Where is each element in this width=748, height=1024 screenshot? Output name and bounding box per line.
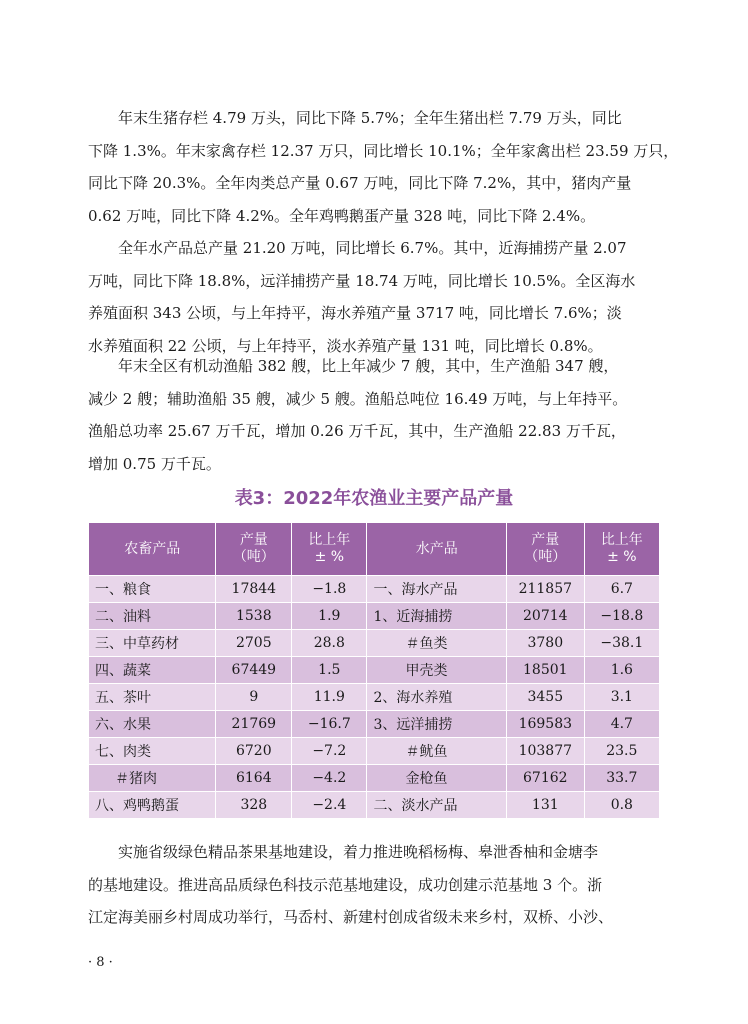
table-row	[89, 765, 660, 792]
cell-change: −16.7	[292, 711, 367, 738]
cell-change: 1.9	[292, 603, 367, 630]
cell-output: 6164	[216, 765, 292, 792]
cell-agri: 七、肉类	[89, 738, 216, 765]
cell-output: 2705	[216, 630, 292, 657]
cell-agri: 二、油料	[89, 603, 216, 630]
table-header-row	[89, 523, 660, 576]
cell-aqua: 金枪鱼	[367, 765, 506, 792]
cell-change2: 0.8	[584, 792, 659, 819]
cell-output: 17844	[216, 576, 292, 603]
cell-agri: ＃猪肉	[89, 765, 216, 792]
paragraph-rural-development	[88, 836, 660, 934]
cell-agri: 五、茶叶	[89, 684, 216, 711]
cell-output2: 131	[506, 792, 584, 819]
text-line: 的基地建设。推进高品质绿色科技示范基地建设，成功创建示范基地 3 个。浙	[88, 875, 603, 894]
cell-agri: 一、粮食	[89, 576, 216, 603]
cell-aqua: 甲壳类	[367, 657, 506, 684]
table-row	[89, 657, 660, 684]
cell-change2: 3.1	[584, 684, 659, 711]
header-change2: 比上年 ± %	[584, 523, 659, 576]
header-aqua: 水产品	[367, 523, 506, 576]
cell-change2: 23.5	[584, 738, 659, 765]
header-output: 产量 （吨）	[216, 523, 292, 576]
text-line: 实施省级绿色精品茶果基地建设，着力推进晚稻杨梅、皋泄香柚和金塘李	[88, 843, 599, 861]
cell-change2: 6.7	[584, 576, 659, 603]
cell-change2: 1.6	[584, 657, 659, 684]
cell-output2: 3455	[506, 684, 584, 711]
cell-output: 9	[216, 684, 292, 711]
table-row	[89, 792, 660, 819]
text-line: 江定海美丽乡村周成功举行，马岙村、新建村创成省级未来乡村，双桥、小沙、	[88, 908, 614, 926]
text-line: 渔船总功率 25.67 万千瓦，增加 0.26 万千瓦，其中，生产渔船 22.83 万千瓦，	[88, 422, 626, 440]
cell-output2: 18501	[506, 657, 584, 684]
table-row	[89, 603, 660, 630]
text-line: 0.62 万吨，同比下降 4.2%。全年鸡鸭鹅蛋产量 328 吨，同比下降 2.4%。	[88, 206, 596, 225]
cell-aqua: ＃鱼类	[367, 630, 506, 657]
cell-change2: −18.8	[584, 603, 659, 630]
cell-change: −4.2	[292, 765, 367, 792]
cell-aqua: 一、海水产品	[367, 576, 506, 603]
page-number: · 8 ·	[88, 955, 113, 970]
text-line: 万吨，同比下降 18.8%，远洋捕捞产量 18.74 万吨，同比增长 10.5%。全区海水	[88, 271, 636, 290]
cell-aqua: 二、淡水产品	[367, 792, 506, 819]
text-line: 水养殖面积 22 公顷，与上年持平，淡水养殖产量 131 吨，同比增长 0.8%。	[88, 336, 603, 355]
cell-aqua: 3、远洋捕捞	[367, 711, 506, 738]
cell-output2: 20714	[506, 603, 584, 630]
cell-change2: 33.7	[584, 765, 659, 792]
cell-change2: −38.1	[584, 630, 659, 657]
cell-output2: 3780	[506, 630, 584, 657]
cell-output: 328	[216, 792, 292, 819]
cell-output: 6720	[216, 738, 292, 765]
cell-output2: 67162	[506, 765, 584, 792]
table-row	[89, 684, 660, 711]
table-row	[89, 576, 660, 603]
cell-output: 1538	[216, 603, 292, 630]
table-title: 表3：2022年农渔业主要产品产量	[234, 488, 514, 509]
cell-output2: 169583	[506, 711, 584, 738]
cell-change2: 4.7	[584, 711, 659, 738]
text-line: 年末生猪存栏 4.79 万头，同比下降 5.7%；全年生猪出栏 7.79 万头，同比	[88, 109, 622, 127]
cell-aqua: 2、海水养殖	[367, 684, 506, 711]
cell-change: −1.8	[292, 576, 367, 603]
cell-agri: 六、水果	[89, 711, 216, 738]
header-agri: 农畜产品	[89, 523, 216, 576]
text-line: 同比下降 20.3%。全年肉类总产量 0.67 万吨，同比下降 7.2%，其中，猪肉产量	[88, 174, 632, 192]
cell-agri: 八、鸡鸭鹅蛋	[89, 792, 216, 819]
paragraph-aquatic	[88, 232, 660, 362]
cell-change: 11.9	[292, 684, 367, 711]
products-table	[88, 522, 660, 819]
text-line: 下降 1.3%。年末家禽存栏 12.37 万只，同比增长 10.1%；全年家禽出栏 23.59 万只，	[88, 141, 679, 160]
cell-output: 21769	[216, 711, 292, 738]
cell-change: 1.5	[292, 657, 367, 684]
text-line: 减少 2 艘；辅助渔船 35 艘，减少 5 艘。渔船总吨位 16.49 万吨，与上年持平。	[88, 389, 628, 408]
table-row	[89, 711, 660, 738]
text-line: 年末全区有机动渔船 382 艘，比上年减少 7 艘，其中，生产渔船 347 艘，	[88, 357, 619, 375]
text-line: 增加 0.75 万千瓦。	[88, 454, 221, 473]
cell-agri: 三、中草药材	[89, 630, 216, 657]
paragraph-livestock	[88, 102, 679, 232]
cell-change: −2.4	[292, 792, 367, 819]
cell-output2: 211857	[506, 576, 584, 603]
cell-agri: 四、蔬菜	[89, 657, 216, 684]
header-change: 比上年 ± %	[292, 523, 367, 576]
cell-aqua: ＃鱿鱼	[367, 738, 506, 765]
text-line: 全年水产品总产量 21.20 万吨，同比增长 6.7%。其中，近海捕捞产量 2.07	[88, 239, 627, 257]
text-line: 养殖面积 343 公顷，与上年持平，海水养殖产量 3717 吨，同比增长 7.6%；淡	[88, 304, 622, 322]
cell-output: 67449	[216, 657, 292, 684]
cell-change: −7.2	[292, 738, 367, 765]
table-row	[89, 738, 660, 765]
header-output2: 产量 （吨）	[506, 523, 584, 576]
cell-change: 28.8	[292, 630, 367, 657]
cell-output2: 103877	[506, 738, 584, 765]
table-row	[89, 630, 660, 657]
paragraph-fishing-boats	[88, 350, 660, 480]
cell-aqua: 1、近海捕捞	[367, 603, 506, 630]
